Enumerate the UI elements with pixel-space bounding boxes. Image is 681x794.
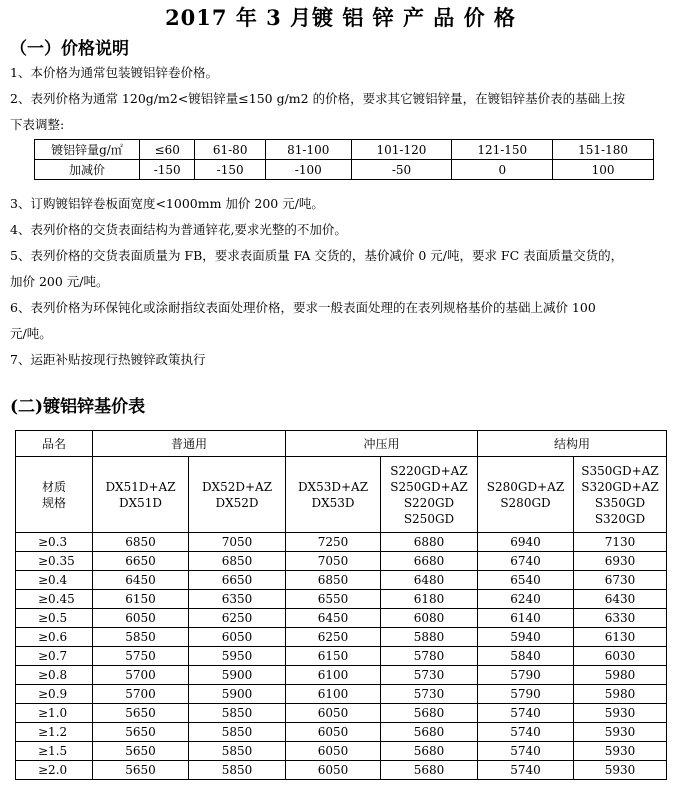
note-item: 1、本价格为通常包装镀铝锌卷价格。 xyxy=(10,65,218,80)
grade-line: DX53D+AZ xyxy=(297,479,369,494)
adjustment-table xyxy=(34,139,654,180)
price-cell: 7050 xyxy=(286,552,381,571)
grade-cell xyxy=(381,457,478,533)
table-cell: 121-150 xyxy=(452,140,553,160)
thickness-cell: ≥0.3 xyxy=(16,533,93,552)
price-cell: 5650 xyxy=(93,723,189,742)
page-title: 2017 年 3 月镀 铝 锌 产 品 价 格 xyxy=(165,5,516,30)
price-cell: 6180 xyxy=(381,590,478,609)
thickness-cell: ≥0.7 xyxy=(16,647,93,666)
price-cell: 5930 xyxy=(574,761,667,780)
table-cell: ≤60 xyxy=(140,140,195,160)
material-spec-label xyxy=(16,457,93,533)
grade-cell xyxy=(93,457,189,533)
table-cell: 81-100 xyxy=(265,140,351,160)
price-cell: 6850 xyxy=(93,533,189,552)
table-row xyxy=(16,533,667,552)
price-cell: 5730 xyxy=(381,685,478,704)
note-item: 5、表列价格的交货表面质量为 FB，要求表面质量 FA 交货的，基价减价 0 元/吨，要求 FC 表面质量交货的， xyxy=(10,248,624,263)
name-label-cell: 品名 xyxy=(16,431,93,457)
price-cell: 5740 xyxy=(478,742,574,761)
base-price-table xyxy=(15,430,667,780)
price-cell: 6140 xyxy=(478,609,574,628)
price-cell: 6050 xyxy=(286,742,381,761)
price-cell: 6150 xyxy=(286,647,381,666)
price-cell: 6930 xyxy=(574,552,667,571)
grade-line: S220GD+AZ xyxy=(390,463,468,478)
note-item: 6、表列价格为环保钝化或涂耐指纹表面处理价格，要求一般表面处理的在表列规格基价的基础上减价 100 xyxy=(10,300,596,315)
price-cell: 6240 xyxy=(478,590,574,609)
thickness-cell: ≥0.8 xyxy=(16,666,93,685)
grade-cell xyxy=(574,457,667,533)
price-cell: 5980 xyxy=(574,666,667,685)
price-cell: 6150 xyxy=(93,590,189,609)
price-cell: 6450 xyxy=(286,609,381,628)
price-cell: 5740 xyxy=(478,704,574,723)
thickness-cell: ≥2.0 xyxy=(16,761,93,780)
table-cell: 0 xyxy=(452,160,553,180)
price-cell: 6050 xyxy=(93,609,189,628)
table-cell: 61-80 xyxy=(195,140,266,160)
price-cell: 5700 xyxy=(93,666,189,685)
price-cell: 5790 xyxy=(478,685,574,704)
price-cell: 6680 xyxy=(381,552,478,571)
thickness-cell: ≥1.0 xyxy=(16,704,93,723)
price-cell: 5950 xyxy=(189,647,286,666)
table-row xyxy=(16,685,667,704)
grade-line: S350GD+AZ xyxy=(581,463,659,478)
group-header-stamping: 冲压用 xyxy=(286,431,478,457)
spec-label: 规格 xyxy=(41,495,66,510)
price-cell: 5850 xyxy=(93,628,189,647)
price-cell: 5930 xyxy=(574,742,667,761)
price-cell: 5850 xyxy=(189,742,286,761)
price-cell: 5880 xyxy=(381,628,478,647)
grade-line: S250GD xyxy=(403,511,455,526)
table-cell: 151-180 xyxy=(553,140,654,160)
thickness-cell: ≥0.5 xyxy=(16,609,93,628)
price-cell: 7050 xyxy=(189,533,286,552)
price-cell: 6730 xyxy=(574,571,667,590)
note-item: 加价 200 元/吨。 xyxy=(10,274,109,289)
price-cell: 6050 xyxy=(286,723,381,742)
grade-cell xyxy=(478,457,574,533)
price-cell: 5680 xyxy=(381,723,478,742)
notes-block-1 xyxy=(10,60,670,138)
thickness-cell: ≥1.5 xyxy=(16,742,93,761)
price-cell: 5900 xyxy=(189,685,286,704)
table-row xyxy=(16,571,667,590)
price-cell: 5930 xyxy=(574,723,667,742)
note-item: 4、表列价格的交货表面结构为普通锌花,要求光整的不加价。 xyxy=(10,222,347,237)
price-cell: 5850 xyxy=(189,704,286,723)
table-row xyxy=(35,160,654,180)
price-rows xyxy=(16,533,667,780)
thickness-cell: ≥0.9 xyxy=(16,685,93,704)
table-row xyxy=(16,761,667,780)
price-cell: 6330 xyxy=(574,609,667,628)
table-row xyxy=(16,552,667,571)
grade-line: DX52D xyxy=(215,495,259,510)
price-cell: 6450 xyxy=(93,571,189,590)
table-row xyxy=(16,666,667,685)
price-cell: 6250 xyxy=(286,628,381,647)
grade-line: S320GD xyxy=(594,511,646,526)
price-cell: 6940 xyxy=(478,533,574,552)
group-header-general: 普通用 xyxy=(93,431,286,457)
price-cell: 5650 xyxy=(93,742,189,761)
table-row xyxy=(35,140,654,160)
price-cell: 6550 xyxy=(286,590,381,609)
table-cell: 100 xyxy=(553,160,654,180)
price-cell: 6100 xyxy=(286,666,381,685)
table-row xyxy=(16,742,667,761)
table-header-row xyxy=(16,431,667,457)
price-cell: 5930 xyxy=(574,704,667,723)
price-cell: 6850 xyxy=(286,571,381,590)
price-cell: 5650 xyxy=(93,704,189,723)
grade-cell xyxy=(189,457,286,533)
grade-line: S280GD xyxy=(500,495,551,510)
note-item: 下表调整: xyxy=(10,117,65,132)
note-item: 7、运距补贴按现行热镀锌政策执行 xyxy=(10,352,206,367)
table-row xyxy=(16,647,667,666)
price-cell: 6080 xyxy=(381,609,478,628)
price-cell: 6880 xyxy=(381,533,478,552)
price-cell: 6050 xyxy=(286,761,381,780)
grade-line: DX52D+AZ xyxy=(201,479,273,494)
table-cell: 镀铝锌量g/㎡ xyxy=(35,140,140,160)
table-row xyxy=(16,723,667,742)
thickness-cell: ≥0.4 xyxy=(16,571,93,590)
grade-cell xyxy=(286,457,381,533)
thickness-cell: ≥0.35 xyxy=(16,552,93,571)
group-header-structural: 结构用 xyxy=(478,431,667,457)
table-cell: -150 xyxy=(140,160,195,180)
price-cell: 6100 xyxy=(286,685,381,704)
grade-line: S250GD+AZ xyxy=(390,479,468,494)
grade-line: S350GD xyxy=(594,495,646,510)
price-cell: 5850 xyxy=(189,761,286,780)
note-item: 2、表列价格为通常 120g/m2<镀铝锌量≤150 g/m2 的价格，要求其它镀铝锌量，在镀铝锌基价表的基础上按 xyxy=(10,91,626,106)
price-cell: 6480 xyxy=(381,571,478,590)
price-cell: 6540 xyxy=(478,571,574,590)
price-cell: 6740 xyxy=(478,552,574,571)
price-cell: 6250 xyxy=(189,609,286,628)
note-item: 元/吨。 xyxy=(10,326,52,341)
price-cell: 6650 xyxy=(93,552,189,571)
material-label: 材质 xyxy=(41,479,66,494)
price-cell: 6350 xyxy=(189,590,286,609)
grade-line: DX53D xyxy=(311,495,355,510)
table-cell: -50 xyxy=(351,160,452,180)
table-cell: 101-120 xyxy=(351,140,452,160)
table-row xyxy=(16,628,667,647)
price-cell: 6430 xyxy=(574,590,667,609)
table-row xyxy=(16,704,667,723)
notes-block-2 xyxy=(10,191,670,373)
grade-line: S280GD+AZ xyxy=(486,479,565,494)
table-cell: -100 xyxy=(265,160,351,180)
price-cell: 5740 xyxy=(478,761,574,780)
note-item: 3、订购镀铝锌卷板面宽度<1000mm 加价 200 元/吨。 xyxy=(10,196,324,211)
price-cell: 5790 xyxy=(478,666,574,685)
section-heading-price-notes: （一）价格说明 xyxy=(10,39,129,59)
price-cell: 6850 xyxy=(189,552,286,571)
price-cell: 5740 xyxy=(478,723,574,742)
price-cell: 5700 xyxy=(93,685,189,704)
price-cell: 5650 xyxy=(93,761,189,780)
price-cell: 6130 xyxy=(574,628,667,647)
price-cell: 5940 xyxy=(478,628,574,647)
grade-line: DX51D xyxy=(118,495,163,510)
price-cell: 5750 xyxy=(93,647,189,666)
thickness-cell: ≥0.45 xyxy=(16,590,93,609)
grade-header-row xyxy=(16,457,667,533)
price-cell: 5900 xyxy=(189,666,286,685)
price-cell: 5840 xyxy=(478,647,574,666)
thickness-cell: ≥1.2 xyxy=(16,723,93,742)
thickness-cell: ≥0.6 xyxy=(16,628,93,647)
price-cell: 6050 xyxy=(189,628,286,647)
price-cell: 5680 xyxy=(381,742,478,761)
table-row xyxy=(16,609,667,628)
price-cell: 5730 xyxy=(381,666,478,685)
grade-line: S220GD xyxy=(403,495,455,510)
price-cell: 5680 xyxy=(381,761,478,780)
price-cell: 6050 xyxy=(286,704,381,723)
price-cell: 6650 xyxy=(189,571,286,590)
price-cell: 6030 xyxy=(574,647,667,666)
table-cell: -150 xyxy=(195,160,266,180)
table-cell: 加减价 xyxy=(35,160,140,180)
table-row xyxy=(16,590,667,609)
section-heading-base-price: (二)镀铝锌基价表 xyxy=(10,397,146,417)
price-cell: 5680 xyxy=(381,704,478,723)
grade-line: S320GD+AZ xyxy=(581,479,659,494)
price-cell: 5780 xyxy=(381,647,478,666)
price-cell: 7250 xyxy=(286,533,381,552)
price-cell: 7130 xyxy=(574,533,667,552)
price-cell: 5980 xyxy=(574,685,667,704)
grade-line: DX51D+AZ xyxy=(105,479,176,494)
price-cell: 5850 xyxy=(189,723,286,742)
